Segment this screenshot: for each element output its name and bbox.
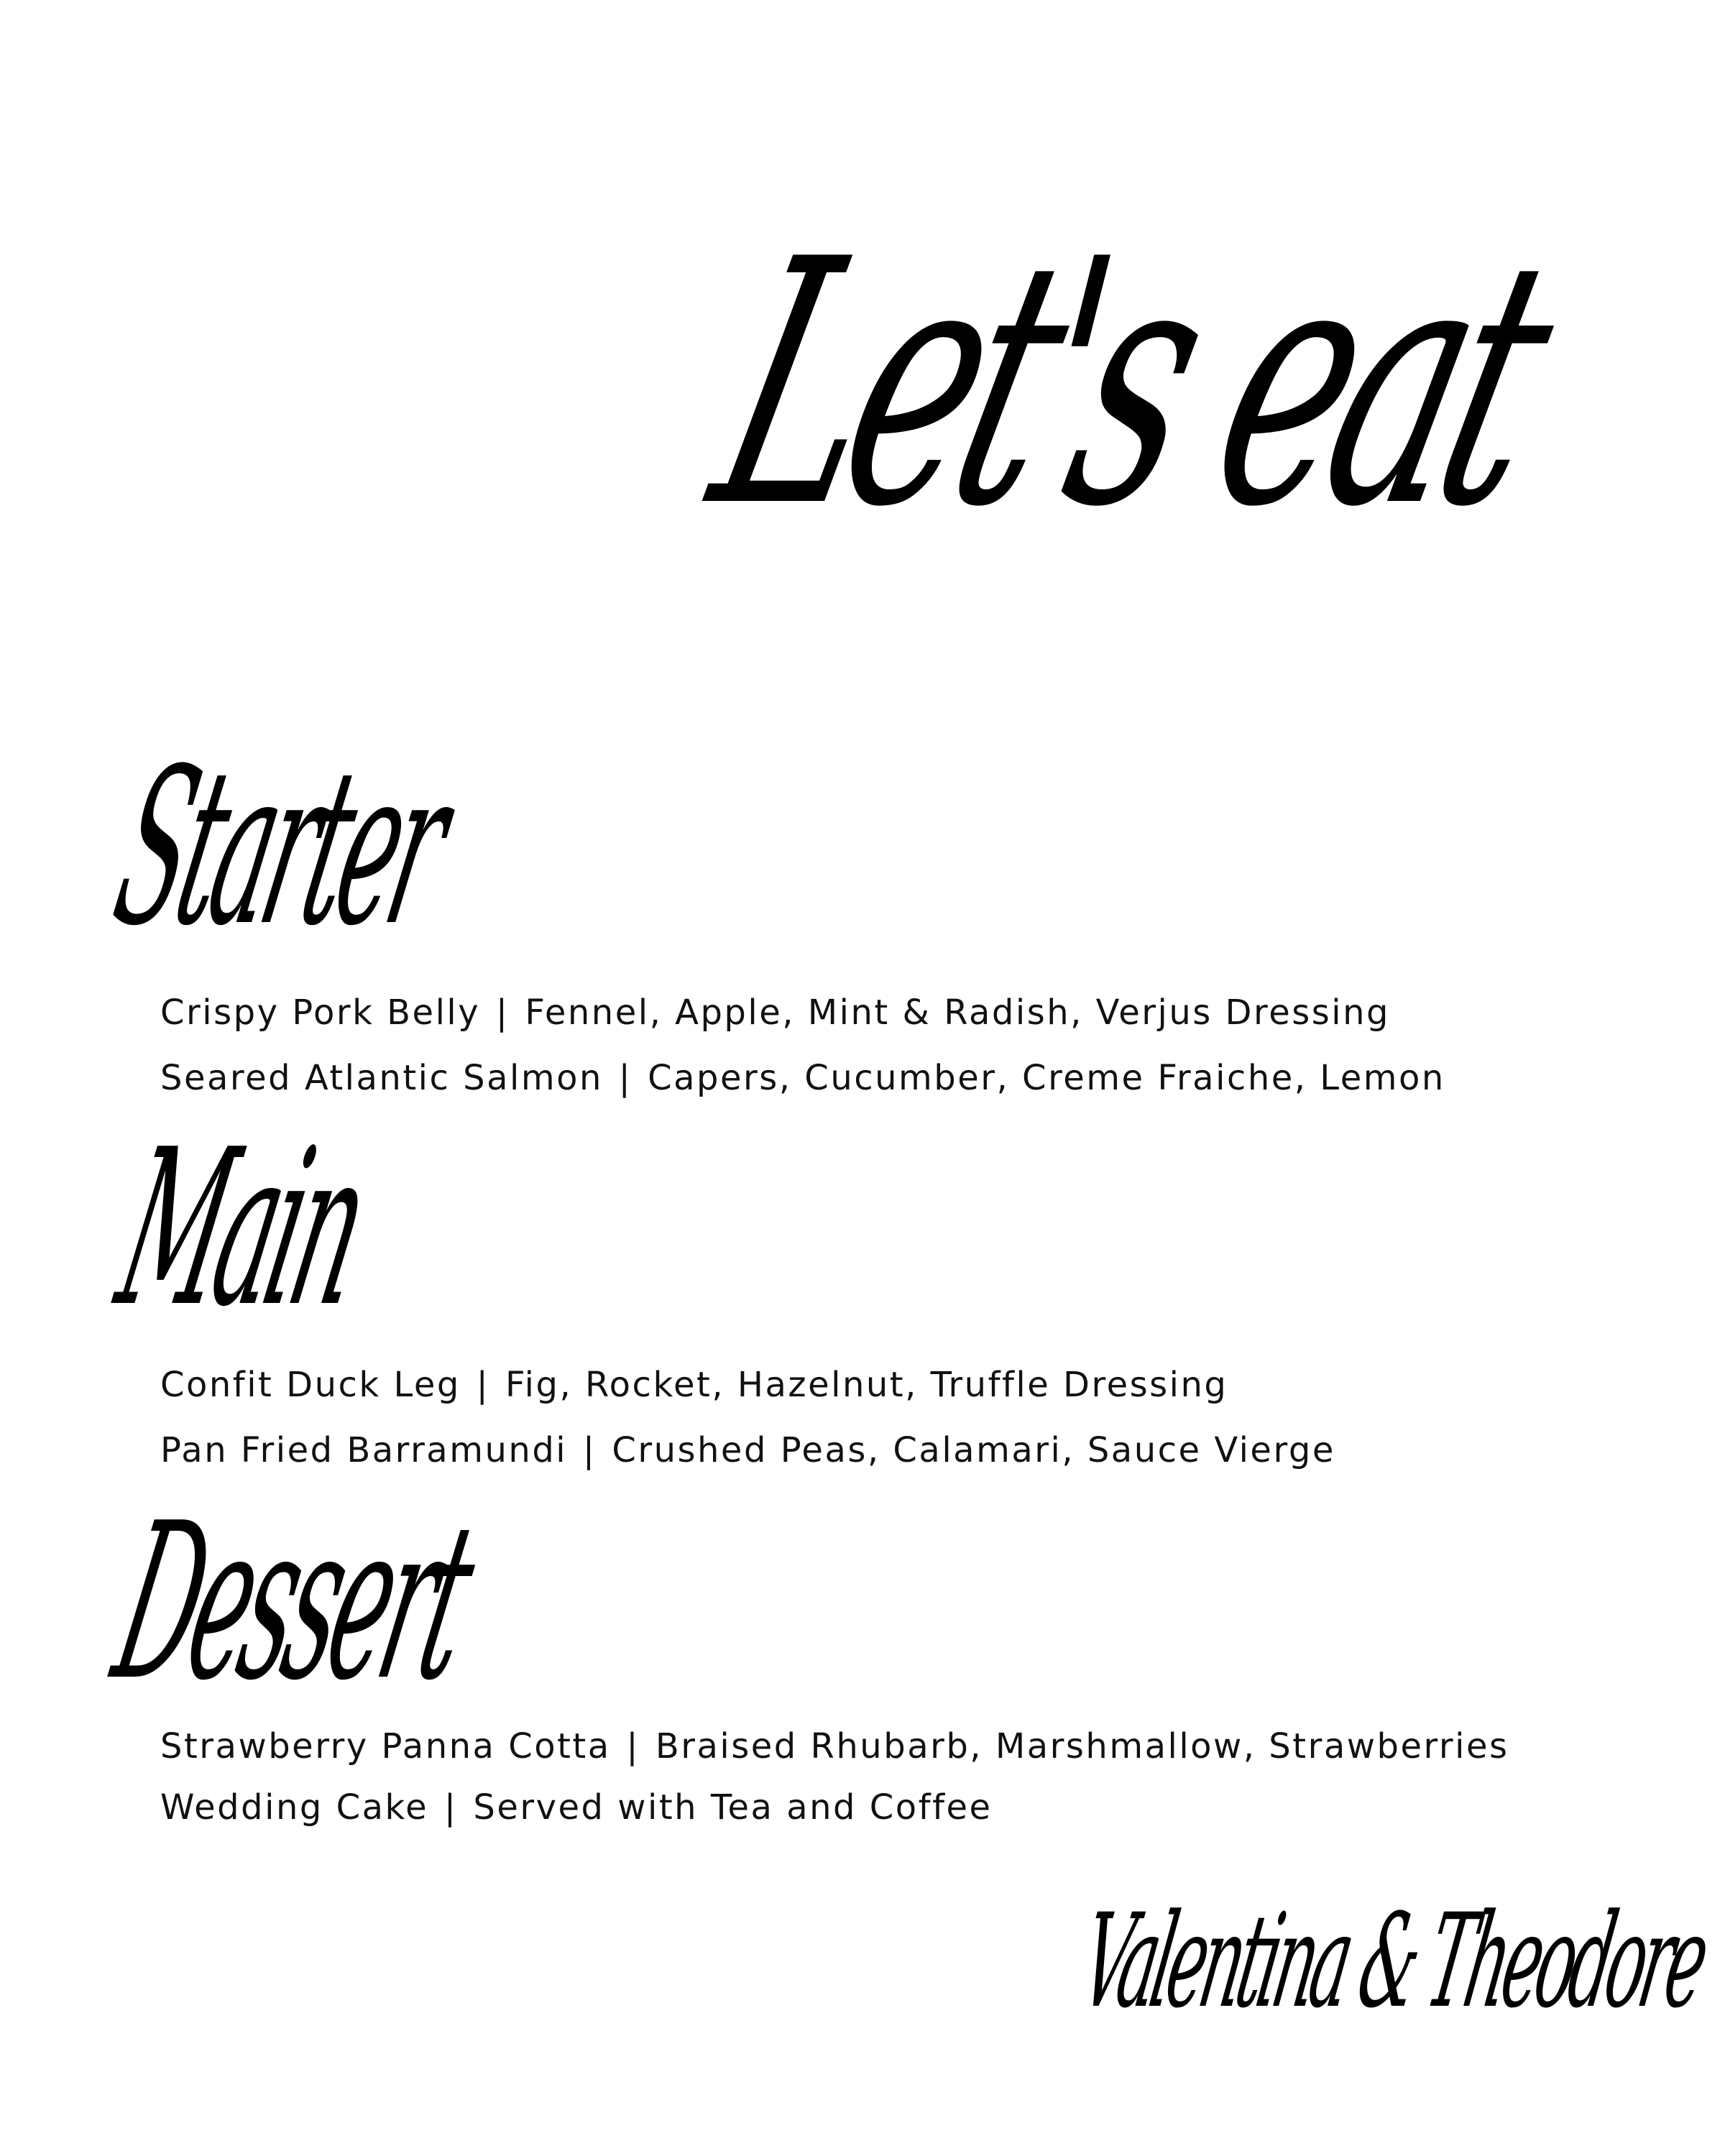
couple-signature: Valentina & Theodore — [1071, 1886, 1715, 2037]
menu-item-name: Confit Duck Leg — [160, 1365, 461, 1405]
menu-item-separator: | — [618, 1058, 632, 1098]
menu-title: Let's eat — [685, 188, 1575, 581]
menu-item-description: Fig, Rocket, Hazelnut, Truffle Dressing — [505, 1365, 1228, 1405]
menu-item — [160, 1726, 1509, 1766]
menu-item-description: Crushed Peas, Calamari, Sauce Vierge — [612, 1430, 1335, 1470]
menu-item-description: Fennel, Apple, Mint & Radish, Verjus Dressing — [525, 992, 1390, 1033]
menu-item-name: Strawberry Panna Cotta — [160, 1726, 611, 1766]
menu-item-separator: | — [626, 1726, 640, 1766]
menu-item — [160, 992, 1390, 1033]
starter-heading: Starter — [98, 722, 464, 973]
menu-item-separator: | — [495, 992, 510, 1033]
main-heading: Main — [101, 1103, 382, 1354]
menu-item — [160, 1787, 993, 1828]
menu-item — [160, 1365, 1228, 1405]
menu-item-name: Wedding Cake — [160, 1787, 429, 1828]
menu-item — [160, 1058, 1445, 1098]
menu-item — [160, 1430, 1335, 1470]
dessert-heading: Dessert — [98, 1477, 488, 1728]
menu-item-description: Served with Tea and Coffee — [473, 1787, 993, 1828]
menu-item-separator: | — [443, 1787, 458, 1828]
menu-item-name: Seared Atlantic Salmon — [160, 1058, 603, 1098]
menu-item-description: Capers, Cucumber, Creme Fraiche, Lemon — [648, 1058, 1445, 1098]
menu-item-separator: | — [476, 1365, 490, 1405]
menu-item-separator: | — [582, 1430, 597, 1470]
menu-item-name: Pan Fried Barramundi — [160, 1430, 568, 1470]
menu-item-name: Crispy Pork Belly — [160, 992, 481, 1033]
menu-item-description: Braised Rhubarb, Marshmallow, Strawberries — [655, 1726, 1509, 1766]
